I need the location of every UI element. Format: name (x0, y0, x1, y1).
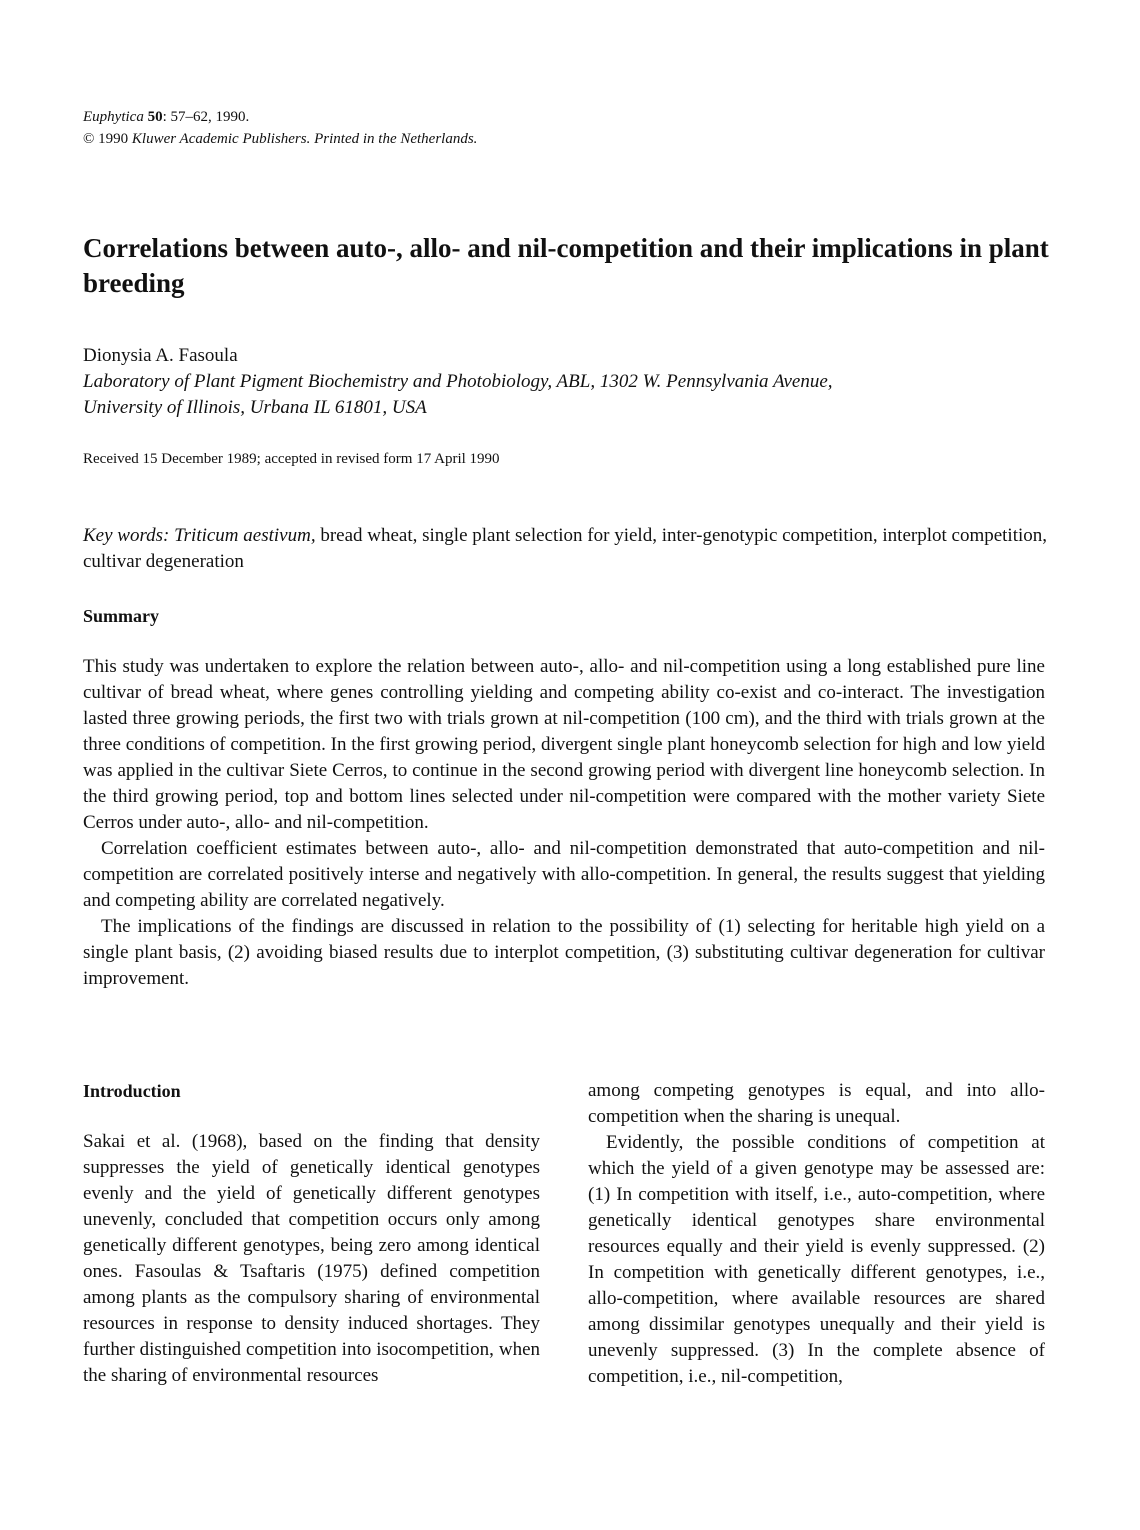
journal-citation (83, 106, 477, 150)
affiliation-line-2: University of Illinois, Urbana IL 61801, USA (83, 397, 427, 418)
author-name: Dionysia A. Fasoula (83, 345, 238, 366)
keywords (83, 523, 1053, 575)
summary-paragraph: The implications of the findings are discussed in relation to the possibility of (1) selecting for heritable high yield on a single plant basis, (2) avoiding biased results due to interplot competition, (3) substituting cultivar degeneration for cultivar improvement. (83, 916, 1045, 989)
author-affiliation (83, 369, 1063, 421)
summary-heading: Summary (83, 606, 159, 626)
copyright-year: 1990 (94, 131, 132, 147)
copyright-symbol: © (83, 131, 95, 147)
publisher-line: Kluwer Academic Publishers. Printed in the Netherlands. (131, 131, 478, 147)
received-dates: Received 15 December 1989; accepted in revised form 17 April 1990 (83, 451, 500, 467)
journal-name: Euphytica (83, 109, 144, 125)
copyright-line (83, 128, 477, 150)
keywords-list: bread wheat, single plant selection for yield, inter-genotypic competition, interplot competition, cultivar degeneration (83, 525, 1048, 572)
summary-paragraph: This study was undertaken to explore the relation between auto-, allo- and nil-competition using a long established pure line cultivar of bread wheat, where genes controlling yielding and competing ability co-exist and co-interact. The investigation lasted three growing periods, the first two with trials grown at nil-competition (100 cm), and the third with trials grown at the three conditions of competition. In the first growing period, divergent single plant honeycomb selection for high and low yield was applied in the cultivar Siete Cerros, to continue in the second growing period with divergent line honeycomb selection. In the third growing period, top and bottom lines selected under nil-competition were compared with the mother variety Siete Cerros under auto-, allo- and nil-competition. (83, 656, 1045, 833)
affiliation-line-1: Laboratory of Plant Pigment Biochemistry and Photobiology, ABL, 1302 W. Pennsylvania Avenue, (83, 371, 833, 392)
introduction-paragraph-continued: among competing genotypes is equal, and into allo-competition when the sharing is unequal. (588, 1080, 1045, 1127)
journal-volume: 50 (147, 109, 163, 125)
introduction-paragraph: Evidently, the possible conditions of competition at which the yield of a given genotype may be assessed are: (1) In competition with itself, i.e., auto-competition, where genetically identical genotypes share environmental resources equally and their yield is evenly suppressed. (2) In competition with genetically different genotypes, i.e., allo-competition, where available resources are shared among dissimilar genotypes unequally and their yield is unevenly suppressed. (3) In the complete absence of competition, i.e., nil-competition, (588, 1132, 1045, 1387)
paper-title: Correlations between auto-, allo- and nil-competition and their implications in plant breeding (83, 233, 1049, 298)
left-column (83, 1078, 540, 1389)
right-column (588, 1078, 1045, 1390)
summary-paragraph: Correlation coefficient estimates between auto-, allo- and nil-competition demonstrated that auto-competition and nil-competition are correlated positively interse and negatively with allo-competition. In general, the results suggest that yielding and competing ability are correlated negatively. (83, 838, 1045, 911)
introduction-paragraph: Sakai et al. (1968), based on the finding that density suppresses the yield of genetically identical genotypes evenly and the yield of genetically different genotypes unevenly, concluded that competition occurs only among genetically different genotypes, being zero among identical ones. Fasoulas & Tsaftaris (1975) defined competition among plants as the compulsory sharing of environmental resources in response to density induced shortages. They further distinguished competition into isocompetition, when the sharing of environmental resources (83, 1131, 540, 1386)
introduction-heading: Introduction (83, 1081, 181, 1101)
summary-body (83, 654, 1045, 992)
keywords-scientific-name: Triticum aestivum, (174, 525, 316, 546)
keywords-label: Key words: (83, 525, 170, 546)
journal-pages-year: : 57–62, 1990. (162, 109, 250, 125)
citation-line (83, 106, 477, 128)
